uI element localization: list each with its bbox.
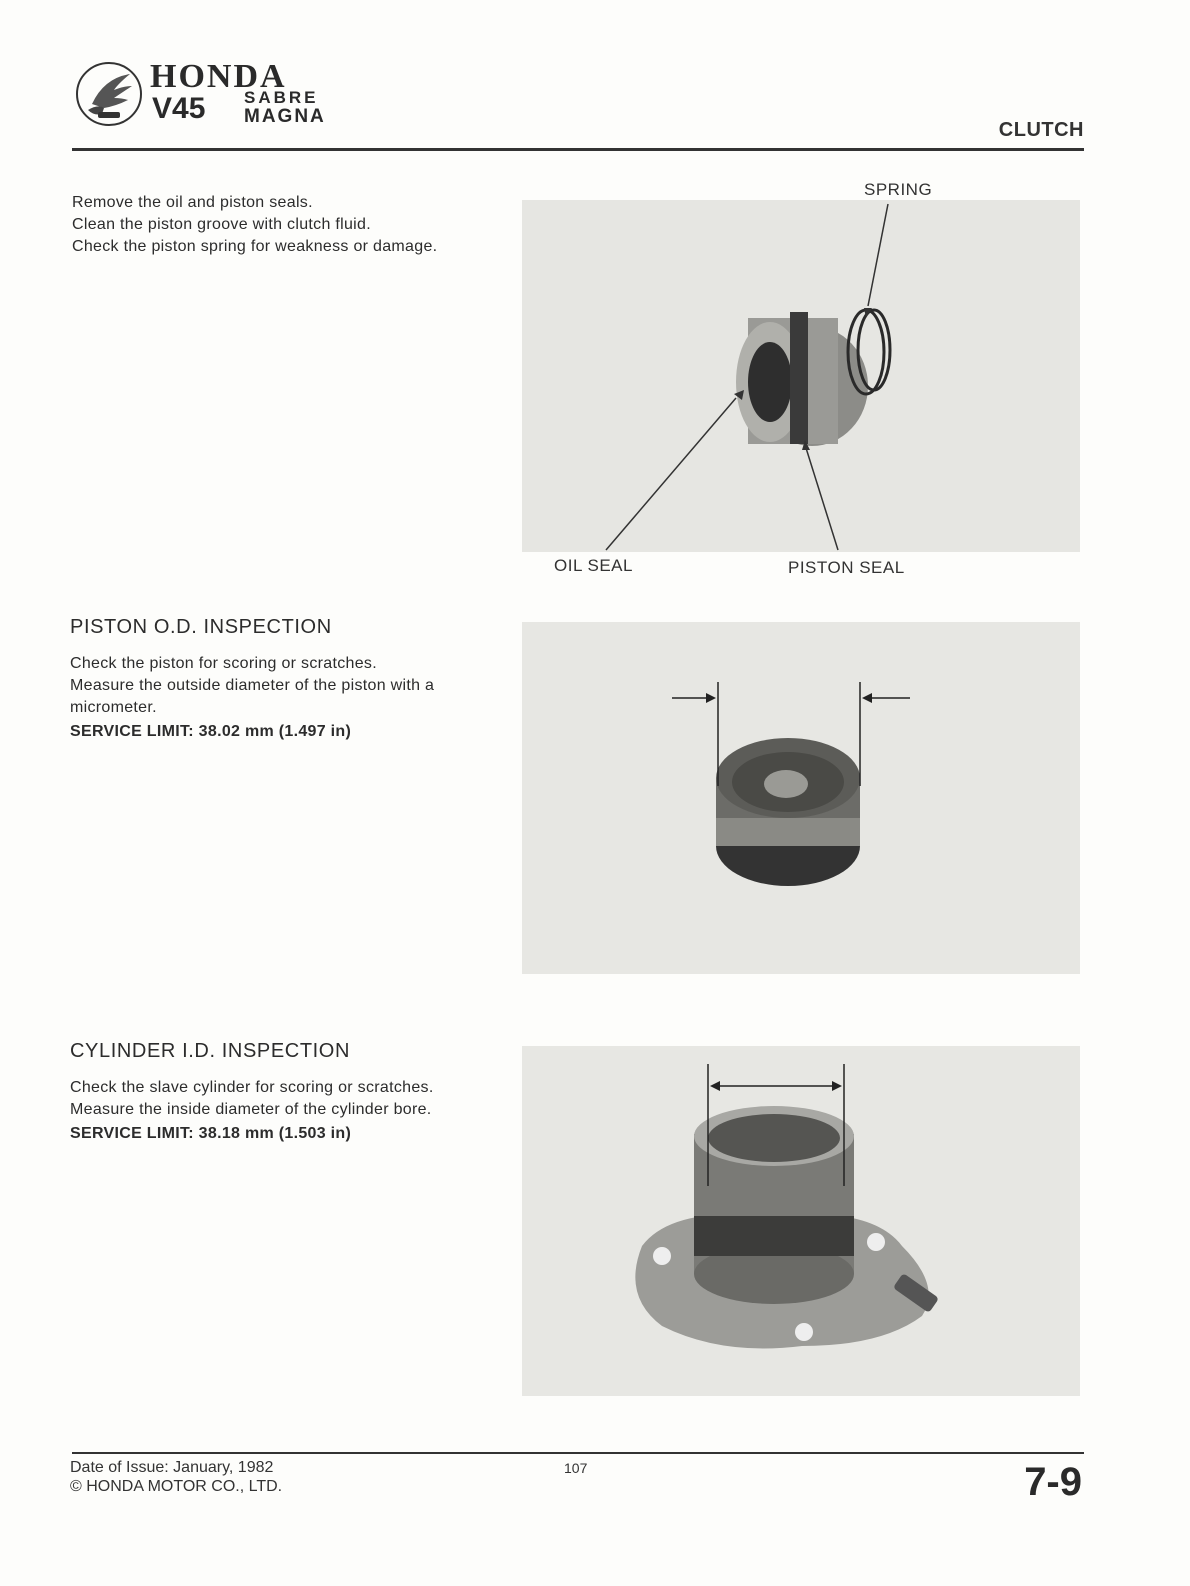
model-name: V45	[152, 92, 206, 125]
instruction-line: Remove the oil and piston seals.	[72, 194, 313, 211]
cylinder-id-section	[70, 1040, 510, 1143]
copyright: © HONDA MOTOR CO., LTD.	[70, 1478, 283, 1495]
piston-od-section	[70, 616, 510, 741]
section-heading: CYLINDER I.D. INSPECTION	[70, 1040, 350, 1062]
spring-callout: SPRING	[864, 180, 933, 199]
service-limit-value: 38.18 mm (1.503 in)	[198, 1125, 352, 1142]
piston-seal-callout: PISTON SEAL	[788, 558, 905, 577]
service-limit	[70, 723, 510, 741]
instruction-line: Clean the piston groove with clutch fluid.	[72, 216, 371, 233]
seal-removal-text	[72, 192, 502, 258]
service-limit	[70, 1125, 510, 1143]
service-limit-label: SERVICE LIMIT:	[70, 723, 194, 740]
brand-name: HONDA	[150, 58, 287, 95]
piston-seals-photo	[522, 200, 1080, 552]
instruction-line: Check the piston spring for weakness or damage.	[72, 238, 438, 255]
service-limit-value: 38.02 mm (1.497 in)	[198, 723, 352, 740]
oil-seal-callout: OIL SEAL	[554, 556, 633, 575]
header-rule	[72, 148, 1084, 151]
instruction-line: Check the piston for scoring or scratches.	[70, 655, 377, 672]
section-number: 7-9	[1024, 1460, 1082, 1504]
section-heading: PISTON O.D. INSPECTION	[70, 616, 332, 638]
model-variant-sabre: SABRE	[244, 88, 319, 107]
footer-left	[70, 1458, 282, 1496]
cylinder-id-photo	[522, 1046, 1080, 1396]
model-variant-magna: MAGNA	[244, 106, 326, 127]
instruction-line: Check the slave cylinder for scoring or scratches.	[70, 1079, 434, 1096]
section-title: CLUTCH	[998, 119, 1084, 141]
issue-date: Date of Issue: January, 1982	[70, 1459, 274, 1476]
page-number: 107	[564, 1460, 588, 1476]
honda-wing-logo	[74, 60, 144, 128]
service-limit-label: SERVICE LIMIT:	[70, 1125, 194, 1142]
instruction-line: Measure the outside diameter of the piston with a micrometer.	[70, 677, 435, 716]
footer-rule	[72, 1452, 1084, 1454]
instruction-line: Measure the inside diameter of the cylinder bore.	[70, 1101, 432, 1118]
piston-od-photo	[522, 622, 1080, 974]
